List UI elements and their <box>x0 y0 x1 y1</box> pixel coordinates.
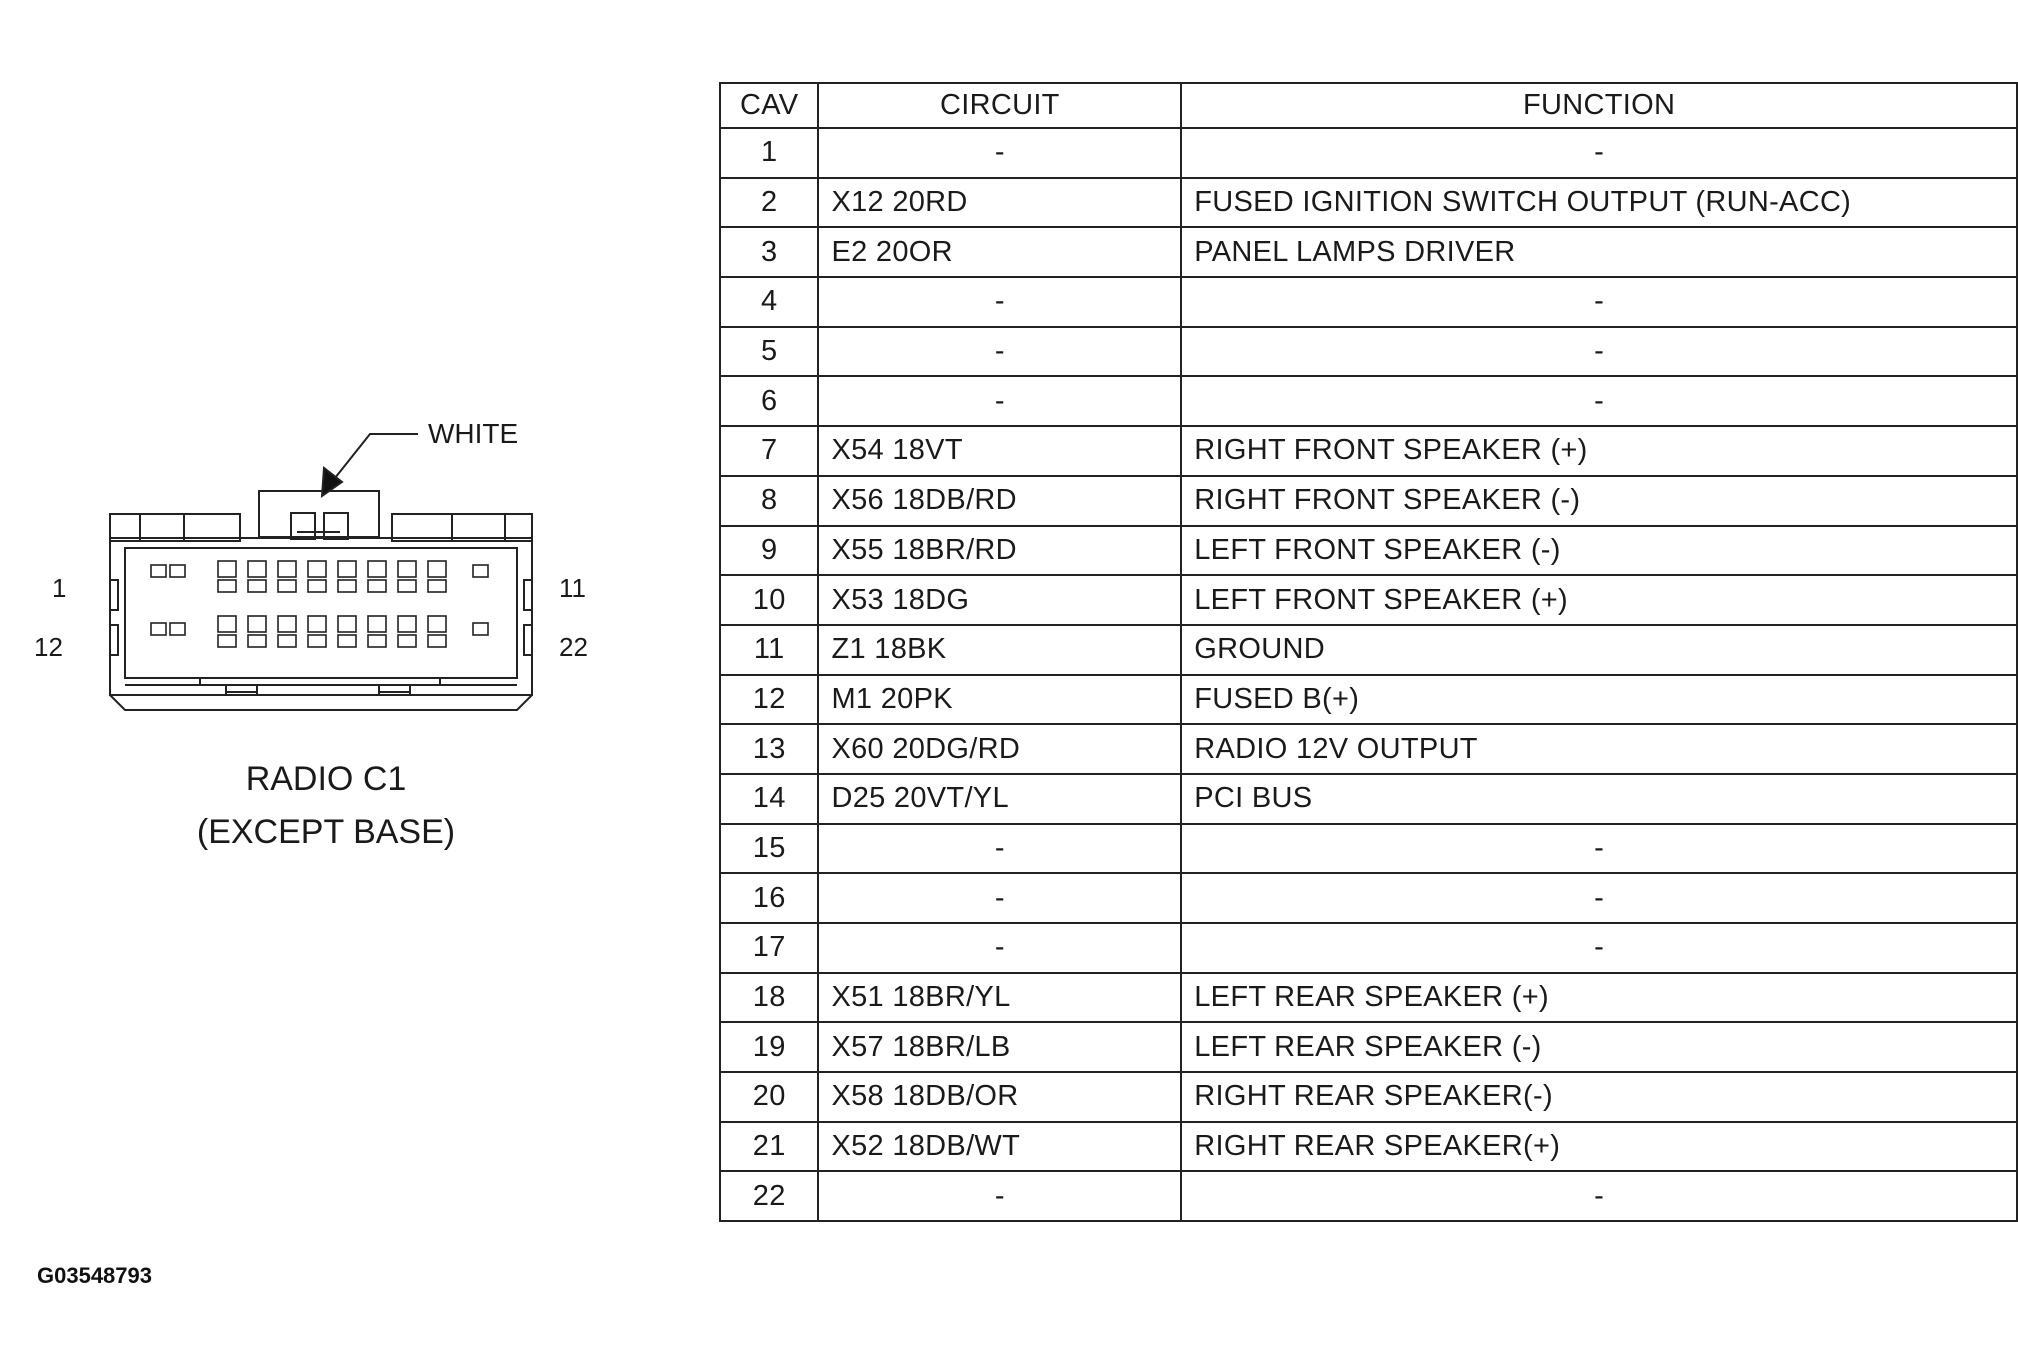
circuit-cell: X53 18DG <box>818 575 1181 625</box>
cav-cell: 17 <box>720 923 818 973</box>
cav-cell: 18 <box>720 973 818 1023</box>
table-row <box>720 824 2017 874</box>
pin-cavity <box>248 616 266 632</box>
connector-variant: (EXCEPT BASE) <box>196 813 456 851</box>
circuit-cell: X60 20DG/RD <box>818 724 1181 774</box>
circuit-cell: X12 20RD <box>818 178 1181 228</box>
circuit-cell: Z1 18BK <box>818 625 1181 675</box>
cav-cell: 19 <box>720 1022 818 1072</box>
pin-cavity-bottom <box>338 580 356 592</box>
connector-color-label: WHITE <box>428 418 519 449</box>
pin-cavity <box>248 561 266 577</box>
connector-top-tab-right <box>392 514 532 541</box>
table-row <box>720 575 2017 625</box>
cav-cell: 9 <box>720 526 818 576</box>
pin-cavity-bottom <box>218 580 236 592</box>
function-cell: FUSED IGNITION SWITCH OUTPUT (RUN-ACC) <box>1181 178 2017 228</box>
pin-cavity <box>278 561 296 577</box>
pin-cavity <box>151 565 166 577</box>
function-cell: RIGHT REAR SPEAKER(-) <box>1181 1072 2017 1122</box>
pin-cavity <box>398 561 416 577</box>
function-cell: - <box>1181 277 2017 327</box>
cav-cell: 15 <box>720 824 818 874</box>
connector-latch <box>259 491 379 537</box>
table-row <box>720 426 2017 476</box>
function-cell: - <box>1181 327 2017 377</box>
pin-cavity-bottom <box>398 580 416 592</box>
pin-cavity-bottom <box>278 635 296 647</box>
cav-cell: 14 <box>720 774 818 824</box>
pin-cavity-bottom <box>428 580 446 592</box>
pin-cavity-bottom <box>308 580 326 592</box>
pin-label-top-right: 11 <box>559 573 586 603</box>
function-cell: RIGHT REAR SPEAKER(+) <box>1181 1122 2017 1172</box>
circuit-cell: - <box>818 376 1181 426</box>
color-leader-arrow <box>322 434 418 496</box>
cav-cell: 12 <box>720 675 818 725</box>
function-cell: PCI BUS <box>1181 774 2017 824</box>
pin-cavity <box>473 623 488 635</box>
table-row <box>720 1171 2017 1221</box>
pin-cavity <box>151 623 166 635</box>
pin-cavity <box>428 561 446 577</box>
table-row <box>720 625 2017 675</box>
pin-cavity <box>170 565 185 577</box>
circuit-cell: X55 18BR/RD <box>818 526 1181 576</box>
table-row <box>720 1022 2017 1072</box>
cav-cell: 7 <box>720 426 818 476</box>
circuit-cell: - <box>818 1171 1181 1221</box>
function-cell: LEFT REAR SPEAKER (-) <box>1181 1022 2017 1072</box>
pin-cavity <box>338 561 356 577</box>
cav-cell: 16 <box>720 873 818 923</box>
pin-cavity <box>218 561 236 577</box>
header-cav: CAV <box>720 83 818 128</box>
pin-cavity <box>428 616 446 632</box>
table-row <box>720 1122 2017 1172</box>
circuit-cell: X57 18BR/LB <box>818 1022 1181 1072</box>
cav-cell: 8 <box>720 476 818 526</box>
connector-name: RADIO C1 <box>245 760 407 798</box>
pin-cavity <box>368 616 386 632</box>
circuit-cell: - <box>818 327 1181 377</box>
pin-cavity <box>218 616 236 632</box>
table-row <box>720 873 2017 923</box>
pin-cavity-bottom <box>308 635 326 647</box>
cav-cell: 10 <box>720 575 818 625</box>
cav-cell: 4 <box>720 277 818 327</box>
table-header-row <box>720 83 2017 128</box>
pin-row-bottom <box>151 616 488 647</box>
pin-cavity <box>278 616 296 632</box>
cav-cell: 13 <box>720 724 818 774</box>
function-cell: - <box>1181 1171 2017 1221</box>
table-row <box>720 376 2017 426</box>
cav-cell: 3 <box>720 227 818 277</box>
pin-cavity-bottom <box>278 580 296 592</box>
circuit-cell: X58 18DB/OR <box>818 1072 1181 1122</box>
pin-cavity-bottom <box>338 635 356 647</box>
pinout-table <box>719 82 2018 1222</box>
function-cell: - <box>1181 923 2017 973</box>
pin-row-top <box>151 561 488 592</box>
pin-label-bottom-left: 12 <box>34 632 63 662</box>
function-cell: - <box>1181 873 2017 923</box>
cav-cell: 2 <box>720 178 818 228</box>
circuit-cell: X52 18DB/WT <box>818 1122 1181 1172</box>
circuit-cell: X51 18BR/YL <box>818 973 1181 1023</box>
header-circuit: CIRCUIT <box>818 83 1181 128</box>
cav-cell: 11 <box>720 625 818 675</box>
pin-cavity <box>308 616 326 632</box>
table-row <box>720 1072 2017 1122</box>
pin-cavity-bottom <box>428 635 446 647</box>
table-row <box>720 476 2017 526</box>
function-cell: - <box>1181 376 2017 426</box>
circuit-cell: - <box>818 824 1181 874</box>
cav-cell: 1 <box>720 128 818 178</box>
pin-cavity <box>473 565 488 577</box>
pin-label-top-left: 1 <box>52 573 67 603</box>
function-cell: LEFT REAR SPEAKER (+) <box>1181 973 2017 1023</box>
table-row <box>720 675 2017 725</box>
connector-top-tab-left <box>110 514 240 541</box>
circuit-cell: - <box>818 277 1181 327</box>
circuit-cell: - <box>818 923 1181 973</box>
table-row <box>720 327 2017 377</box>
function-cell: - <box>1181 128 2017 178</box>
cav-cell: 5 <box>720 327 818 377</box>
pin-cavity <box>398 616 416 632</box>
pin-cavity-bottom <box>368 580 386 592</box>
function-cell: PANEL LAMPS DRIVER <box>1181 227 2017 277</box>
function-cell: FUSED B(+) <box>1181 675 2017 725</box>
table-row <box>720 923 2017 973</box>
pin-cavity-bottom <box>368 635 386 647</box>
pin-cavity-bottom <box>248 580 266 592</box>
header-function: FUNCTION <box>1181 83 2017 128</box>
pin-label-bottom-right: 22 <box>559 632 588 662</box>
pin-cavity <box>338 616 356 632</box>
function-cell: RIGHT FRONT SPEAKER (+) <box>1181 426 2017 476</box>
pin-cavity <box>308 561 326 577</box>
connector-diagram <box>0 0 700 1349</box>
circuit-cell: X56 18DB/RD <box>818 476 1181 526</box>
pinout-table-body <box>720 128 2017 1221</box>
table-row <box>720 277 2017 327</box>
cav-cell: 22 <box>720 1171 818 1221</box>
circuit-cell: - <box>818 873 1181 923</box>
circuit-cell: E2 20OR <box>818 227 1181 277</box>
function-cell: - <box>1181 824 2017 874</box>
circuit-cell: D25 20VT/YL <box>818 774 1181 824</box>
figure-id: G03548793 <box>37 1263 152 1288</box>
pin-cavity-bottom <box>218 635 236 647</box>
table-row <box>720 178 2017 228</box>
cav-cell: 6 <box>720 376 818 426</box>
table-row <box>720 128 2017 178</box>
table-row <box>720 724 2017 774</box>
pin-cavity <box>368 561 386 577</box>
function-cell: LEFT FRONT SPEAKER (-) <box>1181 526 2017 576</box>
table-row <box>720 526 2017 576</box>
pin-cavity-bottom <box>398 635 416 647</box>
table-row <box>720 973 2017 1023</box>
pin-cavity-bottom <box>248 635 266 647</box>
circuit-cell: X54 18VT <box>818 426 1181 476</box>
function-cell: RADIO 12V OUTPUT <box>1181 724 2017 774</box>
cav-cell: 21 <box>720 1122 818 1172</box>
table-row <box>720 774 2017 824</box>
circuit-cell: M1 20PK <box>818 675 1181 725</box>
cav-cell: 20 <box>720 1072 818 1122</box>
function-cell: LEFT FRONT SPEAKER (+) <box>1181 575 2017 625</box>
circuit-cell: - <box>818 128 1181 178</box>
table-row <box>720 227 2017 277</box>
function-cell: GROUND <box>1181 625 2017 675</box>
function-cell: RIGHT FRONT SPEAKER (-) <box>1181 476 2017 526</box>
pin-cavity <box>170 623 185 635</box>
